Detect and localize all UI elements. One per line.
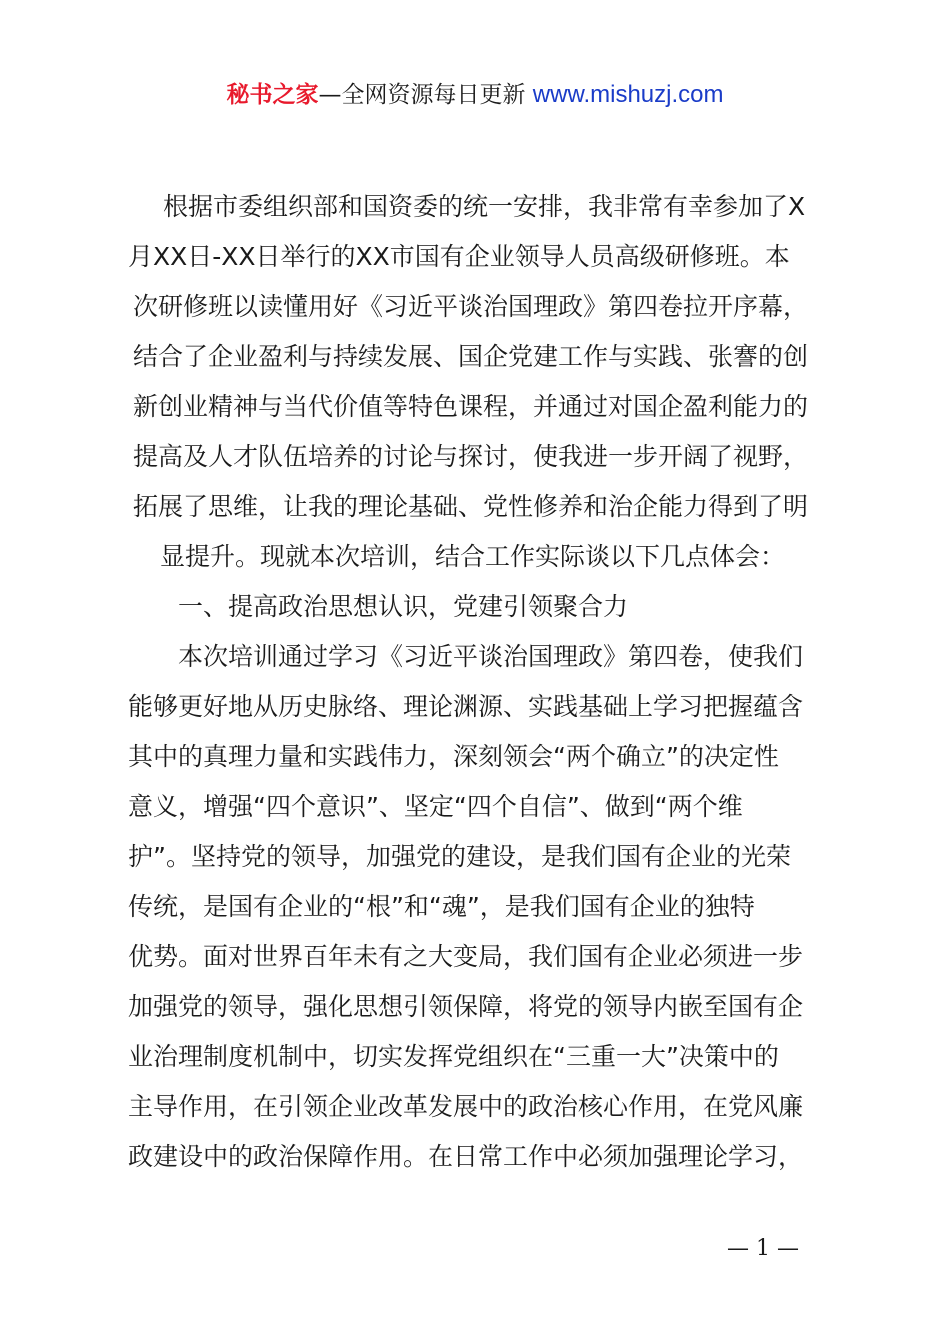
brand-name: 秘书之家 [226,82,319,108]
body-line: 业治理制度机制中，切实发挥党组织在“三重一大”决策中的 [128,1042,779,1071]
body-line: 其中的真理力量和实践伟力，深刻领会“两个确立”的决定性 [128,742,779,771]
body-line: 护”。坚持党的领导，加强党的建设，是我们国有企业的光荣 [128,842,791,871]
body-line: 意义，增强“四个意识”、坚定“四个自信”、做到“两个维 [128,792,743,821]
body-line: 传统，是国有企业的“根”和“魂”，是我们国有企业的独特 [128,892,755,921]
body-line: 新创业精神与当代价值等特色课程，并通过对国企盈利能力的 [133,392,809,421]
body-line: 本次培训通过学习《习近平谈治国理政》第四卷，使我们 [178,642,804,671]
body-line: 根据市委组织部和国资委的统一安排，我非常有幸参加了X [163,192,806,221]
body-line: 能够更好地从历史脉络、理论渊源、实践基础上学习把握蕴含 [128,692,804,721]
body-line: 显提升。现就本次培训，结合工作实际谈以下几点体会： [160,542,786,571]
site-url-link[interactable]: www.mishuzj.com [532,81,724,108]
body-line: 拓展了思维，让我的理论基础、党性修养和治企能力得到了明 [133,492,809,521]
body-line: 提高及人才队伍培养的讨论与探讨，使我进一步开阔了视野， [133,442,809,471]
body-line: 加强党的领导，强化思想引领保障，将党的领导内嵌至国有企 [128,992,804,1021]
site-header [0,78,950,112]
body-line: 主导作用，在引领企业改革发展中的政治核心作用，在党风廉 [128,1092,804,1121]
header-tagline: —全网资源每日更新 [318,82,533,108]
body-line: 次研修班以读懂用好《习近平谈治国理政》第四卷拉开序幕， [133,292,809,321]
page-number: — 1 — [727,1236,799,1261]
body-line: 结合了企业盈利与持续发展、国企党建工作与实践、张謇的创 [133,342,809,371]
body-line: 政建设中的政治保障作用。在日常工作中必须加强理论学习， [128,1142,804,1171]
body-line: 月XX日-XX日举行的XX市国有企业领导人员高级研修班。本 [128,242,790,271]
body-line: 优势。面对世界百年未有之大变局，我们国有企业必须进一步 [128,942,804,971]
section-heading: 一、提高政治思想认识，党建引领聚合力 [178,592,629,621]
